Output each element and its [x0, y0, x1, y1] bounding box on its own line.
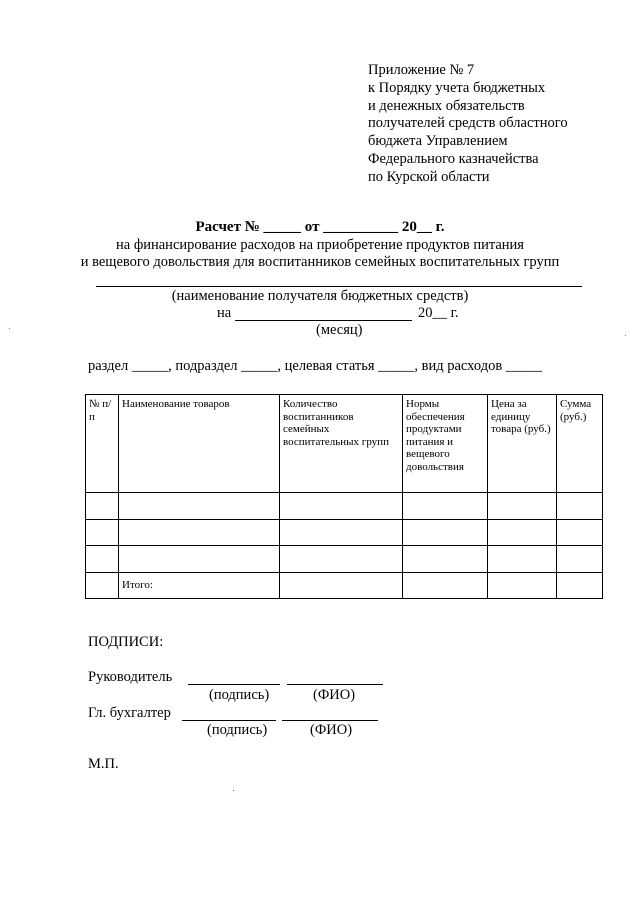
- date-suffix: 20__ г.: [418, 305, 459, 321]
- head-sign-caption: (подпись): [209, 687, 270, 703]
- accountant-label: Гл. бухгалтер: [88, 705, 171, 721]
- appendix-line: бюджета Управлением: [368, 133, 508, 150]
- recipient-caption: (наименование получателя бюджетных средств): [171, 288, 469, 304]
- table-cell[interactable]: [280, 520, 403, 546]
- table-cell[interactable]: [488, 573, 557, 599]
- appendix-line: к Порядку учета бюджетных: [368, 79, 546, 96]
- scan-speck: [9, 328, 10, 329]
- date-prefix: на: [217, 305, 232, 321]
- table-header-row: [86, 395, 603, 493]
- head-signature-line[interactable]: [188, 684, 280, 685]
- scan-speck: [625, 335, 626, 336]
- accountant-name-line[interactable]: [282, 720, 378, 721]
- header-sum: Сумма (руб.): [557, 395, 603, 493]
- appendix-line: и денежных обязательств: [368, 97, 525, 114]
- signatures-heading: ПОДПИСИ:: [88, 634, 164, 650]
- table-cell[interactable]: [119, 493, 280, 520]
- table-row: [86, 493, 603, 520]
- accountant-name-caption: (ФИО): [310, 722, 353, 738]
- header-goods: Наименование товаров: [119, 395, 280, 493]
- table-cell[interactable]: [488, 546, 557, 573]
- header-norms: Нормы обеспечения продуктами питания и вещевого довольствия: [403, 395, 488, 493]
- document-subtitle-2: и вещевого довольствия для воспитанников семейных воспитательных групп: [80, 254, 560, 270]
- appendix-block: [368, 62, 568, 187]
- scan-speck: [233, 790, 234, 791]
- table-total-row: [86, 573, 603, 599]
- table-cell[interactable]: [86, 493, 119, 520]
- header-number: № п/п: [86, 395, 119, 493]
- table-cell[interactable]: [86, 573, 119, 599]
- recipient-fill-line: [96, 286, 582, 287]
- table-row: [86, 546, 603, 573]
- header-pupils: Количество воспитанников семейных воспитательных групп: [280, 395, 403, 493]
- table-cell[interactable]: [86, 546, 119, 573]
- head-label: Руководитель: [88, 669, 173, 685]
- table-row: [86, 520, 603, 546]
- table-cell[interactable]: [280, 573, 403, 599]
- accountant-signature-line[interactable]: [182, 720, 276, 721]
- classification-line: раздел _____, подраздел _____, целевая статья _____, вид расходов _____: [88, 358, 543, 374]
- accountant-sign-caption: (подпись): [207, 722, 268, 738]
- month-caption: (месяц): [316, 322, 363, 338]
- calculation-table: [85, 394, 603, 599]
- table-cell[interactable]: [403, 493, 488, 520]
- document-title: Расчет № _____ от __________ 20__ г.: [195, 219, 445, 235]
- appendix-line: получателей средств областного: [368, 115, 568, 132]
- appendix-line: Федерального казначейства: [368, 150, 539, 167]
- table-cell[interactable]: [119, 520, 280, 546]
- table-cell[interactable]: [280, 546, 403, 573]
- head-name-line[interactable]: [287, 684, 383, 685]
- header-price: Цена за единицу товара (руб.): [488, 395, 557, 493]
- table-cell[interactable]: [557, 493, 603, 520]
- table-cell[interactable]: [119, 546, 280, 573]
- appendix-line: Приложение № 7: [368, 62, 475, 78]
- table-cell[interactable]: [488, 493, 557, 520]
- table-cell[interactable]: [403, 573, 488, 599]
- table-cell[interactable]: [557, 520, 603, 546]
- table-cell[interactable]: [403, 520, 488, 546]
- month-fill-line: [235, 320, 412, 321]
- appendix-line: по Курской области: [368, 168, 490, 185]
- table-cell[interactable]: [557, 573, 603, 599]
- table-cell[interactable]: [86, 520, 119, 546]
- head-name-caption: (ФИО): [313, 687, 356, 703]
- table-cell[interactable]: [403, 546, 488, 573]
- stamp-label: М.П.: [88, 756, 119, 772]
- table-cell[interactable]: [557, 546, 603, 573]
- table-cell[interactable]: [488, 520, 557, 546]
- document-subtitle-1: на финансирование расходов на приобретение продуктов питания: [116, 237, 524, 253]
- total-label: Итого:: [119, 573, 280, 599]
- table-cell[interactable]: [280, 493, 403, 520]
